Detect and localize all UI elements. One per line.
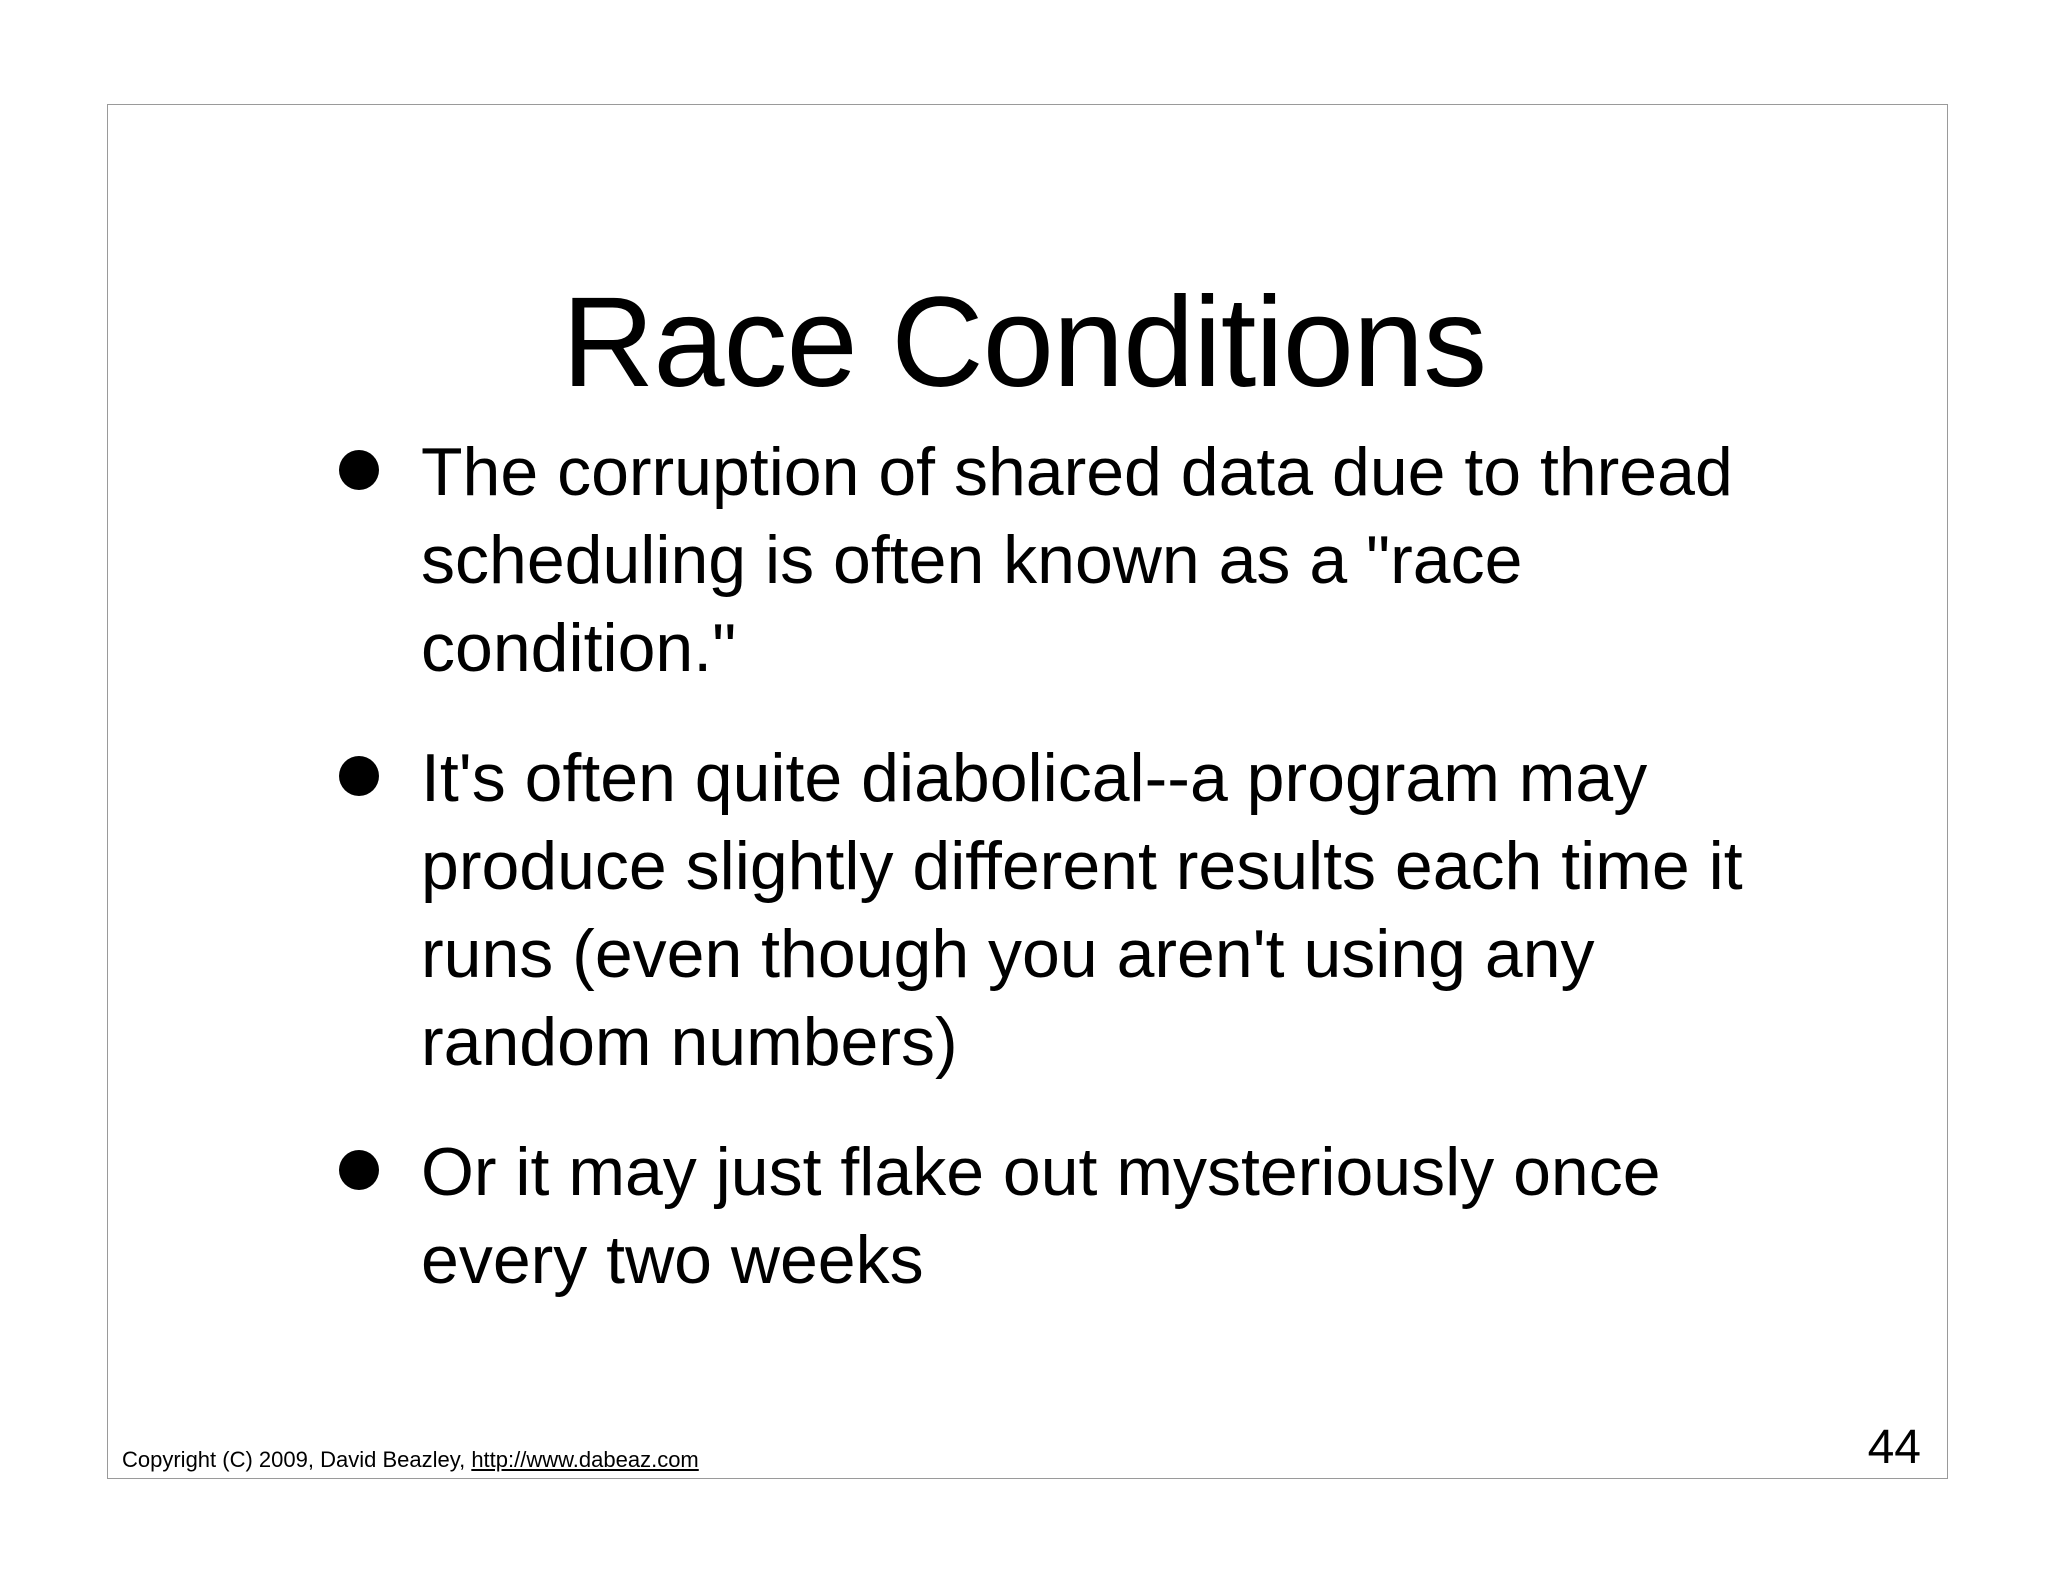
website-link[interactable]: http://www.dabeaz.com <box>471 1447 699 1472</box>
bullet-dot-icon <box>339 450 379 490</box>
bullet-dot-icon <box>339 1150 379 1190</box>
bullet-dot-icon <box>339 756 379 796</box>
bullet-text: The corruption of shared data due to thread scheduling is often known as a "race condition." <box>421 434 1733 686</box>
copyright-text: Copyright (C) 2009, David Beazley, <box>122 1447 472 1472</box>
footer-copyright <box>122 1446 699 1474</box>
slide-title: Race Conditions <box>561 270 1487 414</box>
bullet-text: Or it may just flake out mysteriously once every two weeks <box>421 1134 1661 1298</box>
bullet-text: It's often quite diabolical--a program may produce slightly different results each time it runs (even though you aren't using any random numbers) <box>421 740 1743 1080</box>
page-number: 44 <box>1867 1421 1921 1474</box>
bullet-item <box>333 1128 1813 1304</box>
bullet-list <box>333 428 1813 1304</box>
bullet-item <box>333 734 1813 1086</box>
bullet-item <box>333 428 1813 692</box>
